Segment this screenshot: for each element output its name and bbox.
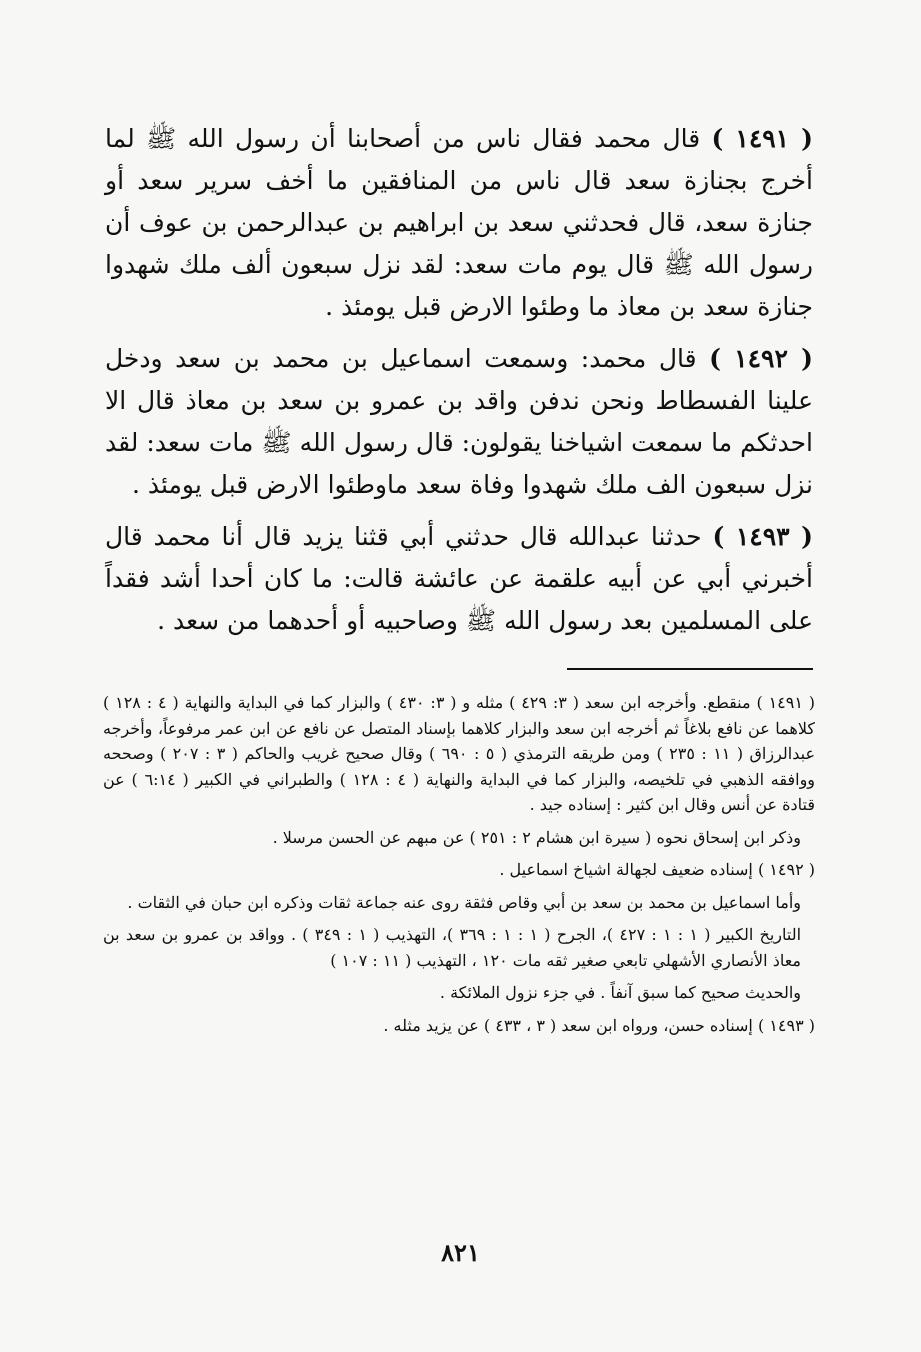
hadith-number: ( ١٤٩٢ )	[709, 344, 813, 373]
footnote-1492-p1: وأما اسماعيل بن محمد بن سعد بن أبي وقاص فثقة روى عنه جماعة ثقات وذكره ابن حبان في الثقات .	[127, 892, 801, 912]
hadith-1492	[105, 338, 813, 506]
page-number: ٨٢١	[441, 1238, 480, 1267]
main-text	[105, 118, 813, 652]
hadith-1491	[105, 118, 813, 328]
footnote-text: منقطع. وأخرجه ابن سعد ( ٣: ٤٢٩ ) مثله و ( ٣: ٤٣٠ ) والبزار كما في البداية والنهاية ( ٤ : ١٢٨ ) كلاهما عن نافع بلاغاً ثم أخرجه ابن سعد والبزار كلاهما بإسناد المتصل عن نافع عن ابن عمر مرفوعاً، وأخرجه عبدالرزاق ( ١١ : ٢٣٥ ) ومن طريقه الترمذي ( ٥ : ٦٩٠ ) وقال صحيح غريب والحاكم ( ٣ : ٢٠٧ ) وصححه ووافقه الذهبي في تلخيصه، والبزار كما في البداية والنهاية ( ٤ : ١٢٨ ) والطبراني في الكبير ( ٦:١٤ ) عن قتادة عن أنس وقال ابن كثير : إسناده جيد .	[103, 693, 816, 814]
footnotes	[103, 690, 815, 1045]
hadith-1493	[105, 516, 813, 642]
footnote-number: ( ١٤٩٢ )	[757, 860, 815, 879]
hadith-number: ( ١٤٩٣ )	[712, 522, 813, 551]
footnote-1491-extra: وذكر ابن إسحاق نحوه ( سيرة ابن هشام ٢ : ٢٥١ ) عن مبهم عن الحسن مرسلا .	[272, 827, 801, 847]
footnote-text: إسناده حسن، ورواه ابن سعد ( ٣ ، ٤٣٣ ) عن يزيد مثله .	[383, 1015, 753, 1035]
hadith-text: حدثنا عبدالله قال حدثني أبي قثنا يزيد قال أنا محمد قال أخبرني أبي عن أبيه علقمة عن عائشة قالت: ما كان أحدا أشد فقداً على المسلمين بعد رسول الله ﷺ وصاحبيه أو أحدهما من سعد .	[105, 522, 813, 635]
footnote-1492-p2: التاريخ الكبير ( ١ : ١ : ٤٢٧ )، الجرح ( ١ : ١ : ٣٦٩ )، التهذيب ( ١ : ٣٤٩ ) . وواقد بن عمرو بن سعد بن معاذ الأنصاري الأشهلي تابعي صغير ثقه مات ١٢٠ ، التهذيب ( ١١ : ١٠٧ )	[103, 925, 802, 970]
footnote-1492-p3: والحديث صحيح كما سبق آنفاً . في جزء نزول الملائكة .	[439, 983, 801, 1002]
footnote-1492	[103, 857, 815, 883]
footnote-1493	[103, 1013, 815, 1039]
hadith-text: قال محمد فقال ناس من أصحابنا أن رسول الله ﷺ لما أخرج بجنازة سعد قال ناس من المنافقين ما أخف سرير سعد أو جنازة سعد، قال فحدثني سعد بن ابراهيم بن عبدالرحمن بن عوف أن رسول الله ﷺ قال يوم مات سعد: لقد نزل سبعون ألف ملك شهدوا جنازة سعد بن معاذ ما وطئوا الارض قبل يومئذ .	[105, 124, 813, 321]
footnote-divider	[567, 668, 813, 670]
footnote-1491	[103, 690, 815, 818]
footnote-number: ( ١٤٩١ )	[756, 693, 816, 712]
hadith-text: قال محمد: وسمعت اسماعيل بن محمد بن سعد ودخل علينا الفسطاط ونحن ندفن واقد بن عمرو بن سعد بن معاذ قال الا احدثكم ما سمعت اشياخنا يقولون: قال رسول الله ﷺ مات سعد: لقد نزل سبعون الف ملك شهدوا وفاة سعد ماوطئوا الارض قبل يومئذ .	[105, 344, 813, 499]
footnote-text: إسناده ضعيف لجهالة اشياخ اسماعيل .	[499, 860, 753, 879]
footnote-number: ( ١٤٩٣ )	[757, 1015, 815, 1035]
hadith-number: ( ١٤٩١ )	[711, 124, 813, 153]
